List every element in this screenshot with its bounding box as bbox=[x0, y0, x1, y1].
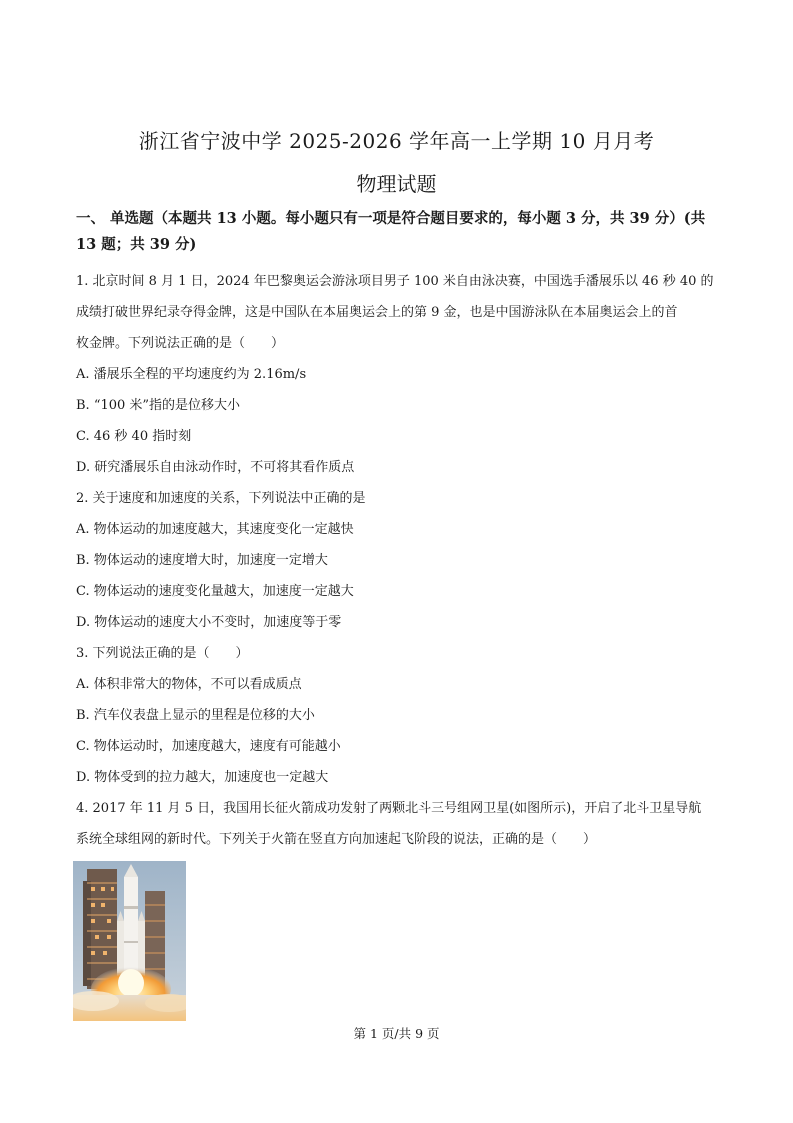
question-stem: 1. 北京时间 8 月 1 日，2024 年巴黎奥运会游泳项目男子 100 米自由泳决赛，中国选手潘展乐以 46 秒 40 的 bbox=[76, 274, 714, 289]
question-2 bbox=[76, 483, 724, 638]
option-d: D. 物体受到的拉力越大，加速度也一定越大 bbox=[76, 770, 329, 785]
option-d: D. 研究潘展乐自由泳动作时，不可将其看作质点 bbox=[76, 460, 355, 475]
option-c: C. 物体运动的速度变化量越大，加速度一定越大 bbox=[76, 584, 354, 599]
document-subtitle: 物理试题 bbox=[356, 172, 437, 196]
question-4 bbox=[76, 793, 724, 855]
option-d: D. 物体运动的速度大小不变时，加速度等于零 bbox=[76, 615, 342, 630]
question-stem: 系统全球组网的新时代。下列关于火箭在竖直方向加速起飞阶段的说法，正确的是（ ） bbox=[76, 832, 597, 847]
option-c: C. 物体运动时，加速度越大，速度有可能越小 bbox=[76, 739, 341, 754]
question-list bbox=[76, 266, 724, 855]
question-stem: 成绩打破世界纪录夺得金牌，这是中国队在本届奥运会上的第 9 金，也是中国游泳队在本届奥运会上的首 bbox=[76, 305, 678, 320]
document-title: 浙江省宁波中学 2025-2026 学年高一上学期 10 月月考 bbox=[138, 129, 655, 153]
option-b: B. 汽车仪表盘上显示的里程是位移的大小 bbox=[76, 708, 315, 723]
page-footer: 第 1 页/共 9 页 bbox=[353, 1026, 440, 1041]
option-a: A. 潘展乐全程的平均速度约为 2.16m/s bbox=[76, 367, 307, 382]
question-stem: 2. 关于速度和加速度的关系，下列说法中正确的是 bbox=[76, 491, 366, 506]
option-b: B. “100 米”指的是位移大小 bbox=[76, 398, 241, 413]
question-stem: 4. 2017 年 11 月 5 日，我国用长征火箭成功发射了两颗北斗三号组网卫星(如图所示)，开启了北斗卫星导航 bbox=[76, 801, 702, 816]
question-stem: 3. 下列说法正确的是（ ） bbox=[76, 646, 249, 661]
option-c: C. 46 秒 40 指时刻 bbox=[76, 429, 192, 444]
question-3 bbox=[76, 638, 724, 793]
question-stem: 枚金牌。下列说法正确的是（ ） bbox=[76, 336, 285, 351]
option-a: A. 体积非常大的物体，不可以看成质点 bbox=[76, 677, 302, 692]
rocket-launch-image bbox=[73, 861, 186, 1021]
question-1 bbox=[76, 266, 724, 483]
option-b: B. 物体运动的速度增大时，加速度一定增大 bbox=[76, 553, 328, 568]
option-a: A. 物体运动的加速度越大，其速度变化一定越快 bbox=[76, 522, 354, 537]
section-heading: 一、 单选题（本题共 13 小题。每小题只有一项是符合题目要求的，每小题 3 分，共 39 分）(共 13 题；共 39 分) bbox=[76, 210, 706, 253]
